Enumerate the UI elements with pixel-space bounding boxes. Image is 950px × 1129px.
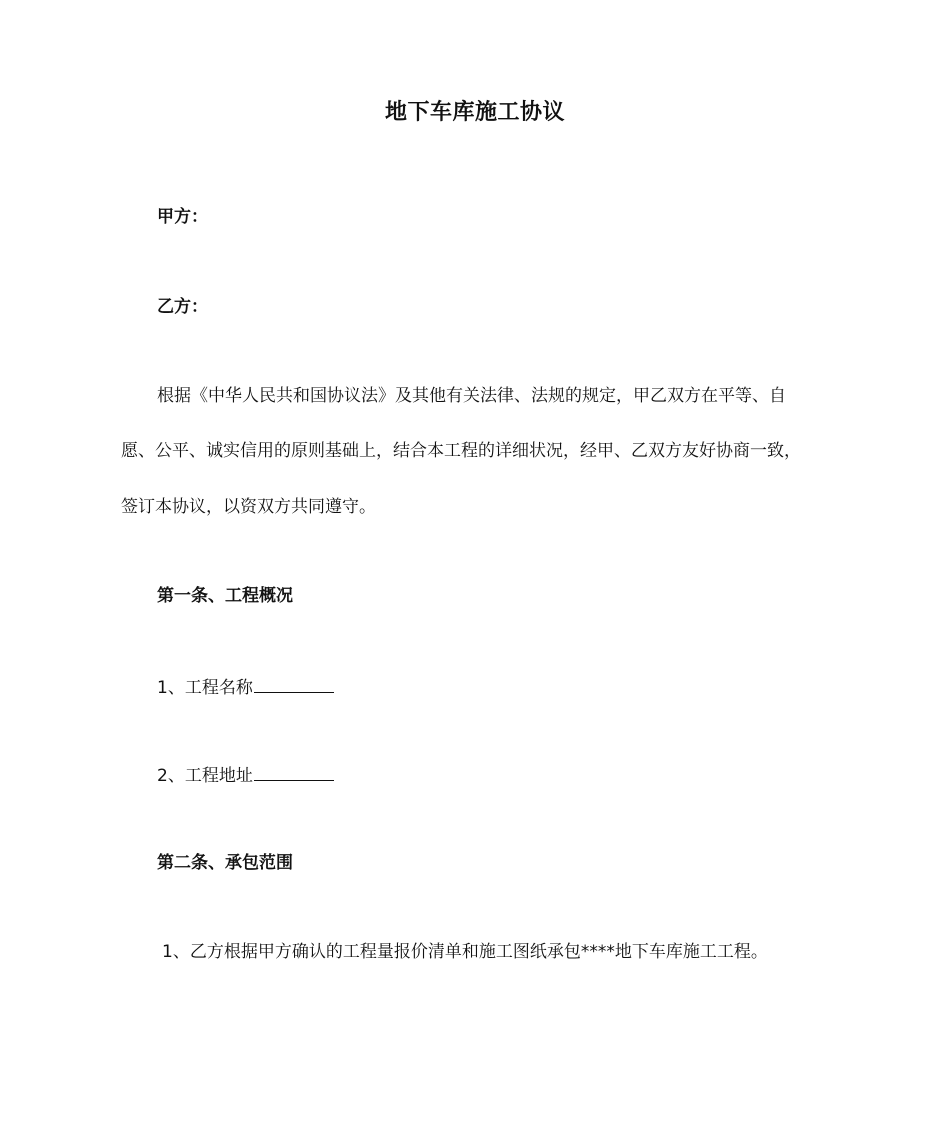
preamble-line-1: 根据《中华人民共和国协议法》及其他有关法律、法规的规定，甲乙双方在平等、自 (157, 386, 786, 406)
project-name-item (157, 674, 334, 700)
preamble-line-3: 签订本协议，以资双方共同遵守。 (121, 497, 376, 517)
article-1-heading: 第一条、工程概况 (157, 586, 293, 606)
preamble-line-2: 愿、公平、诚实信用的原则基础上，结合本工程的详细状况，经甲、乙双方友好协商一致， (121, 441, 801, 461)
project-name-label: 1、工程名称 (157, 678, 253, 698)
scope-item-1: 1、乙方根据甲方确认的工程量报价清单和施工图纸承包****地下车库施工工程。 (162, 942, 768, 962)
project-address-label: 2、工程地址 (157, 766, 253, 786)
project-address-blank (254, 762, 334, 781)
party-b-label: 乙方： (157, 297, 208, 317)
project-name-blank (254, 674, 334, 693)
project-address-item (157, 762, 334, 788)
document-title: 地下车库施工协议 (384, 100, 565, 125)
party-a-label: 甲方： (157, 207, 208, 227)
article-2-heading: 第二条、承包范围 (157, 853, 293, 873)
